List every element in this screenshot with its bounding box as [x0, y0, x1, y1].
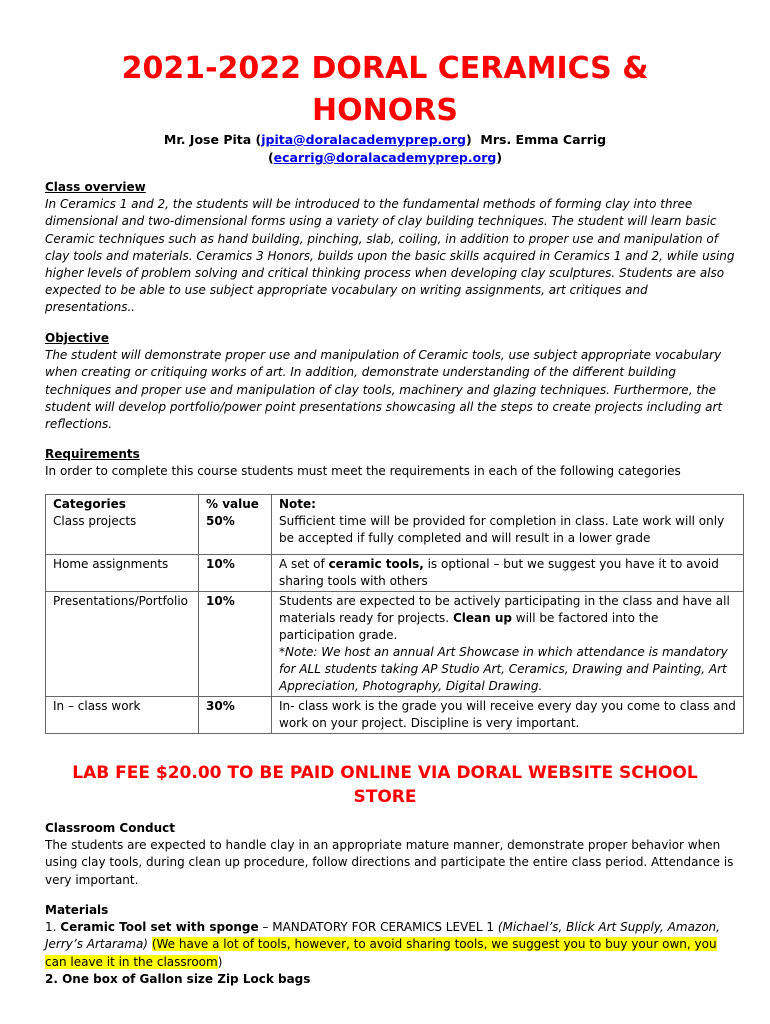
title-line-2: HONORS: [312, 93, 458, 128]
category-in-class-work: In – class work: [46, 697, 199, 734]
value-in-class-work: 30%: [199, 697, 272, 734]
objective-section: [45, 330, 735, 433]
requirements-heading: Requirements: [45, 447, 140, 461]
requirements-section: [45, 446, 735, 480]
note-presentations: [272, 592, 744, 697]
class-overview-text: In Ceramics 1 and 2, the students will be introduced to the fundamental methods of forming clay into three dimensional and two-dimensional forms using a variety of clay building techniques. The student will learn basic Ceramic techniques such as hand building, pinching, slab, coiling, in addition to proper use and manipulation of clay tools and materials. Ceramics 3 Honors, builds upon the basic skills acquired in Ceramics 1 and 2, while using higher levels of problem solving and critical thinking process when developing clay sculptures. Students are also expected to be able to use subject appropriate vocabulary on writing assignments, art critiques and presentations..: [45, 197, 735, 315]
objective-text: The student will demonstrate proper use and manipulation of Ceramic tools, use subject appropriate vocabulary when creating or critiquing works of art. In addition, demonstrate understanding of the different building techniques and proper use and manipulation of clay tools, machinery and glazing techniques. Furthermore, the student will develop portfolio/power point presentations showcasing all the steps to create projects including art reflections.: [45, 348, 723, 432]
item-text: – MANDATORY FOR CERAMICS LEVEL 1: [258, 920, 498, 935]
lab-fee-notice: [45, 761, 725, 809]
column-header-note: Note:: [279, 497, 316, 511]
table-row: [46, 555, 744, 592]
table-row: [46, 592, 744, 697]
materials-item-2: 2. One box of Gallon size Zip Lock bags: [45, 971, 311, 986]
classroom-conduct-section: [45, 820, 735, 889]
table-cell-value: [199, 495, 272, 555]
teacher2-email-link[interactable]: ecarrig@doralacademyprep.org: [273, 150, 497, 165]
class-overview-heading: Class overview: [45, 180, 146, 194]
item-end: ): [217, 954, 223, 969]
objective-heading: Objective: [45, 331, 109, 345]
art-showcase-note: *Note: We host an annual Art Showcase in which attendance is mandatory for ALL students taking AP Studio Art, Ceramics, Drawing and Painting, Art Appreciation, Photography, Digital Drawing.: [279, 645, 728, 693]
note-in-class-work: In- class work is the grade you will receive every day you come to class and work on your project. Discipline is very important.: [272, 697, 744, 734]
requirements-intro: In order to complete this course students must meet the requirements in each of the following categories: [45, 464, 681, 479]
value-presentations: 10%: [199, 592, 272, 697]
note-home-assignments: [272, 555, 744, 592]
classroom-conduct-heading: Classroom Conduct: [45, 821, 175, 835]
page-title: [60, 48, 710, 132]
note-text: Students are expected to be actively participating in the class and have all materials ready for projects.: [279, 594, 730, 625]
contacts-line-1: [120, 131, 650, 149]
teacher-contacts: [120, 131, 650, 167]
item-italic-text: (Michael’s, Blick Art Supply, Amazon, Jerry’s Artarama): [45, 920, 720, 952]
teacher1-email-link[interactable]: jpita@doralacademyprep.org: [261, 132, 466, 147]
category-presentations: Presentations/Portfolio: [46, 592, 199, 697]
item-bold-text: Ceramic Tool set with sponge: [60, 920, 259, 935]
note-text: will be factored into the participation grade.: [279, 611, 659, 642]
teacher1-name: Mr. Jose Pita (: [163, 132, 262, 147]
class-overview-section: [45, 179, 735, 317]
item-number: 1.: [45, 920, 61, 935]
title-line-1: 2021-2022 DORAL CERAMICS &: [121, 51, 649, 86]
requirements-table: [45, 494, 744, 734]
table-row: [46, 495, 744, 555]
teacher2-open: (: [267, 150, 274, 165]
teacher2-name: Mrs. Emma Carrig: [480, 132, 607, 147]
note-text: A set of: [279, 557, 329, 571]
table-row: [46, 697, 744, 734]
lab-fee-line-2: STORE: [353, 787, 417, 807]
lab-fee-line-1: LAB FEE $20.00 TO BE PAID ONLINE VIA DORAL WEBSITE SCHOOL: [72, 763, 698, 783]
table-cell-note: [272, 495, 744, 555]
teacher2-close: ): [496, 150, 503, 165]
table-cell-category: [46, 495, 199, 555]
column-header-categories: Categories: [53, 497, 126, 511]
classroom-conduct-text: The students are expected to handle clay in an appropriate mature manner, demonstrate proper behavior when using clay tools, during clean up procedure, follow directions and participate the entire class period. Attendance is very important.: [45, 838, 734, 887]
materials-heading: Materials: [45, 903, 109, 917]
category-class-projects: Class projects: [53, 514, 137, 528]
value-class-projects: 50%: [206, 514, 235, 528]
contacts-line-2: [120, 149, 650, 167]
note-text: is optional – but we suggest you have it to avoid sharing tools with others: [279, 557, 719, 588]
materials-item-1: [45, 919, 735, 971]
column-header-value: % value: [206, 497, 259, 511]
item-highlighted-text: (We have a lot of tools, however, to avoid sharing tools, we suggest you to buy your own, you can leave it in the classroom: [45, 937, 717, 969]
value-home-assignments: 10%: [199, 555, 272, 592]
note-bold-text: Clean up: [452, 611, 512, 625]
category-home-assignments: Home assignments: [46, 555, 199, 592]
note-bold-text: ceramic tools,: [328, 557, 424, 571]
teacher1-close: ): [465, 132, 472, 147]
note-class-projects: Sufficient time will be provided for completion in class. Late work will only be accepted if fully completed and will result in a lower grade: [279, 514, 725, 545]
materials-section: [45, 902, 735, 988]
